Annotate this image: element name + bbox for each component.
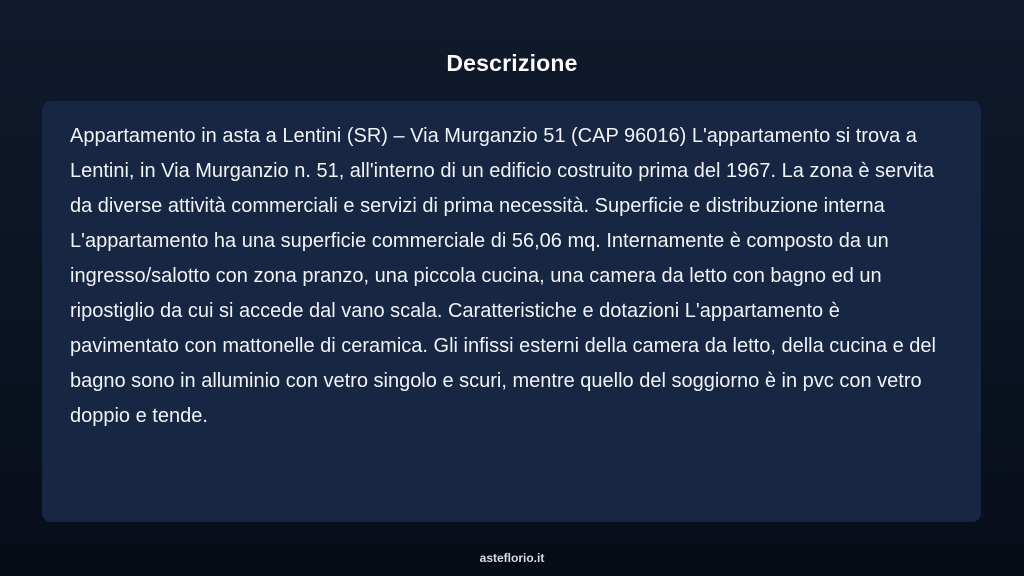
page-title: Descrizione: [446, 50, 578, 76]
description-text: Appartamento in asta a Lentini (SR) – Via Murganzio 51 (CAP 96016) L'appartamento si trova a Lentini, in Via Murganzio n. 51, all'interno di un edificio costruito prima del 1967. La zona è servita da diverse attività commerciali e servizi di prima necessità. Superficie e distribuzione interna L'appartamento ha una superficie commerciale di 56,06 mq. Internamente è composto da un ingresso/salotto con zona pranzo, una piccola cucina, una camera da letto con bagno ed un ripostiglio da cui si accede dal vano scala. Caratteristiche e dotazioni L'appartamento è pavimentato con mattonelle di ceramica. Gli infissi esterni della camera da letto, della cucina e del bagno sono in alluminio con vetro singolo e scuri, mentre quello del soggiorno è in pvc con vetro doppio e tende.: [70, 125, 936, 427]
description-card: [42, 101, 981, 522]
footer-site-label: asteflorio.it: [479, 551, 545, 565]
